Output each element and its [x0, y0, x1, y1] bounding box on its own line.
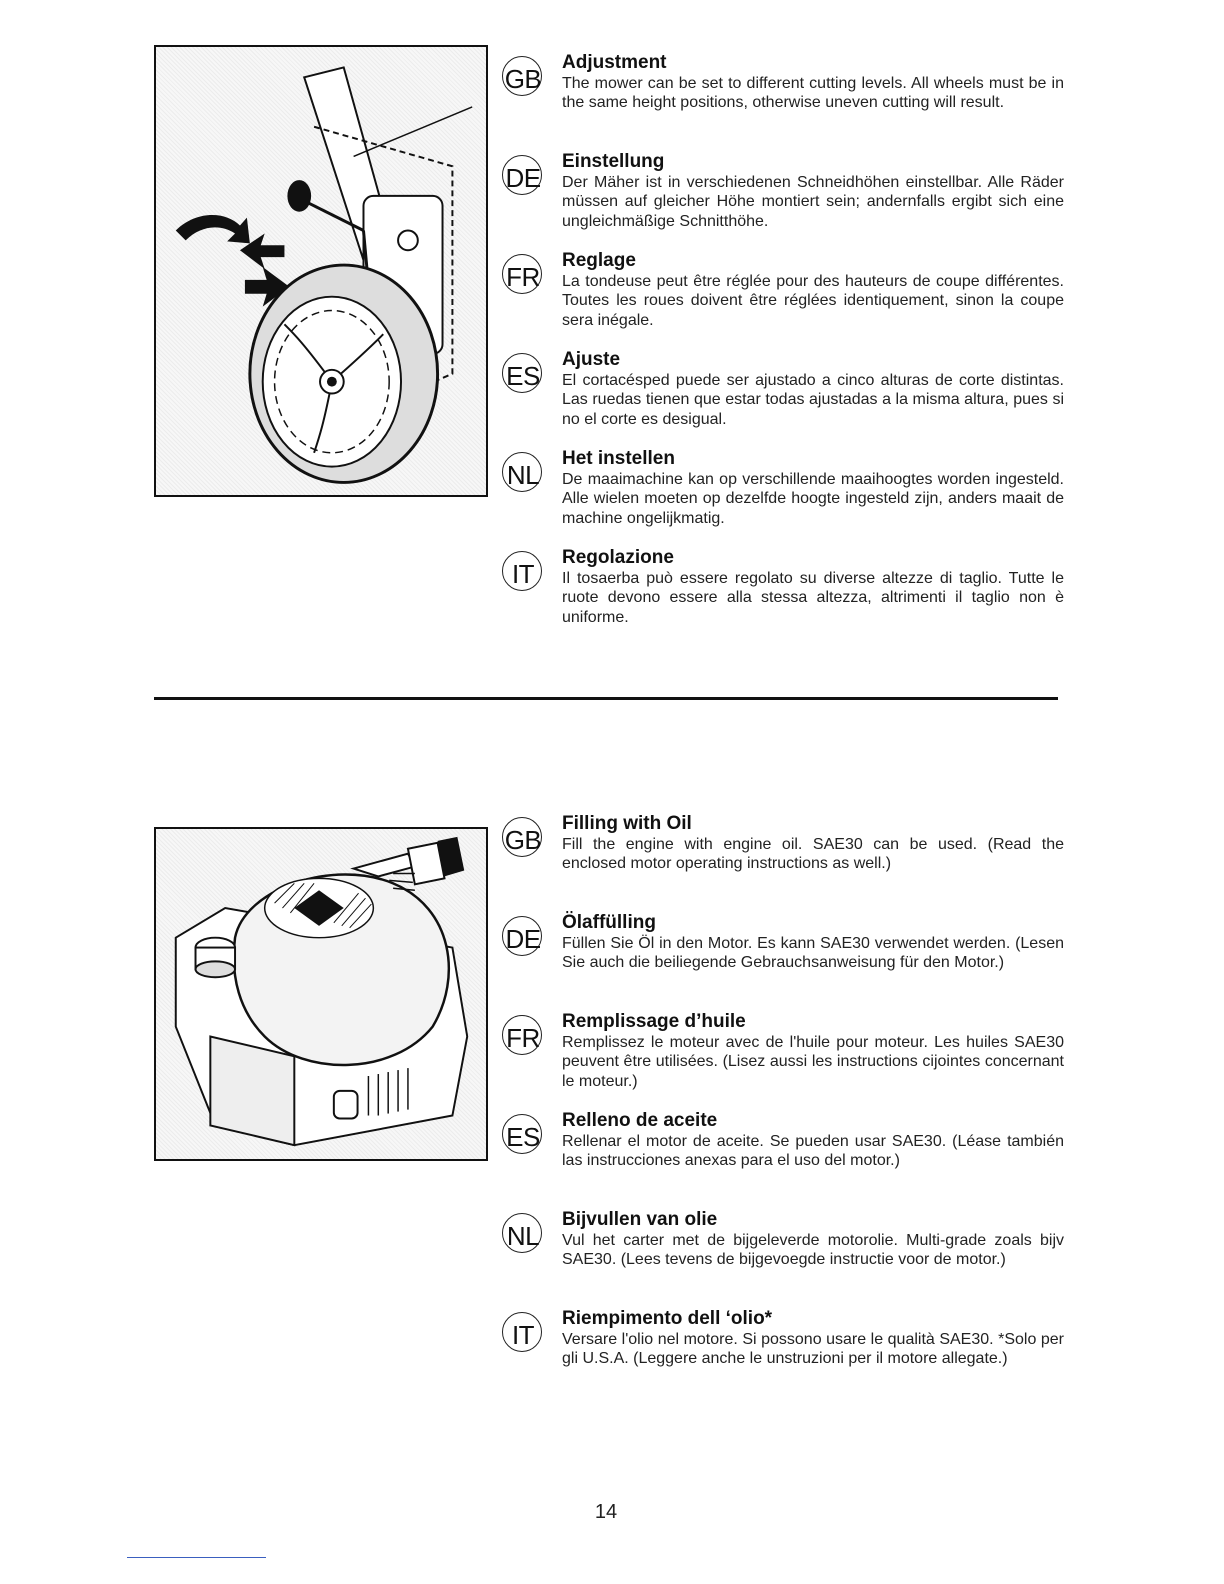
language-badge-de	[502, 916, 542, 956]
engine-drawing	[156, 829, 486, 1159]
section-body: Il tosaerba può essere regolato su diverse altezze di taglio. Tutte le ruote devono essere alla stessa altezza, altrimenti il taglio non è uniforme.	[562, 570, 1064, 626]
lang-block-gb	[498, 813, 1064, 912]
section-body: Vul het carter met de bijgeleverde motorolie. Multi-grade zoals bijv SAE30. (Lees tevens de bijgevoegde instructie voor de motor.)	[562, 1232, 1064, 1269]
lang-block-de	[498, 912, 1064, 1011]
section-heading: Relleno de aceite	[562, 1110, 718, 1131]
language-code: GB	[504, 825, 542, 855]
lang-block-fr	[498, 1011, 1064, 1110]
language-badge-gb	[502, 817, 542, 857]
lang-block-gb	[498, 52, 1064, 151]
wheel-adjustment-illustration	[154, 45, 488, 497]
section-body: Fill the engine with engine oil. SAE30 can be used. (Read the enclosed motor operating instructions as well.)	[562, 836, 1064, 873]
section-heading: Filling with Oil	[562, 813, 692, 834]
language-badge-nl	[502, 452, 542, 492]
lang-block-it	[498, 1308, 1064, 1407]
adjustment-section	[498, 52, 1064, 646]
section-body: Versare l'olio nel motore. Si possono usare le qualità SAE30. *Solo per gli U.S.A. (Leggere anche le unstruzioni per il motore allegate.)	[562, 1331, 1064, 1368]
filling-oil-section	[498, 813, 1064, 1407]
page-number: 14	[594, 1501, 618, 1523]
language-badge-es	[502, 1114, 542, 1154]
lang-block-fr	[498, 250, 1064, 349]
wheel-adjustment-drawing	[156, 47, 486, 495]
section-heading: Remplissage d’huile	[562, 1011, 746, 1032]
section-body: Remplissez le moteur avec de l'huile pour moteur. Les huiles SAE30 peuvent être utilisées. (Lisez aussi les instructions cijointes concernant le moteur.)	[562, 1034, 1064, 1090]
lang-block-it	[498, 547, 1064, 646]
language-badge-nl	[502, 1213, 542, 1253]
engine-oil-illustration	[154, 827, 488, 1161]
section-heading: Einstellung	[562, 151, 665, 172]
section-heading: Bijvullen van olie	[562, 1209, 718, 1230]
section-heading: Regolazione	[562, 547, 674, 568]
language-badge-it	[502, 551, 542, 591]
language-code: ES	[506, 1122, 540, 1152]
section-heading: Ajuste	[562, 349, 621, 370]
language-code: FR	[506, 1023, 540, 1053]
lang-block-es	[498, 349, 1064, 448]
language-badge-es	[502, 353, 542, 393]
section-heading: Ölaffülling	[562, 912, 656, 933]
section-body: Rellenar el motor de aceite. Se pueden usar SAE30. (Léase también las instrucciones anexas para el uso del motor.)	[562, 1133, 1064, 1170]
lang-block-de	[498, 151, 1064, 250]
language-code: ES	[506, 361, 540, 391]
lang-block-nl	[498, 448, 1064, 547]
section-heading: Reglage	[562, 250, 636, 271]
lang-block-nl	[498, 1209, 1064, 1308]
language-badge-de	[502, 155, 542, 195]
lang-block-es	[498, 1110, 1064, 1209]
language-badge-gb	[502, 56, 542, 96]
section-heading: Riempimento dell ‘olio*	[562, 1308, 773, 1329]
section-body: La tondeuse peut être réglée pour des hauteurs de coupe différentes. Toutes les roues doivent être réglées identiquement, sinon la coupe sera inégale.	[562, 273, 1064, 329]
language-badge-it	[502, 1312, 542, 1352]
section-body: The mower can be set to different cutting levels. All wheels must be in the same height positions, otherwise uneven cutting will result.	[562, 75, 1064, 112]
language-code: GB	[504, 64, 542, 94]
section-divider	[154, 697, 1058, 700]
language-code: DE	[505, 924, 541, 954]
section-heading: Het instellen	[562, 448, 675, 469]
language-badge-fr	[502, 254, 542, 294]
language-code: NL	[506, 1221, 540, 1251]
language-badge-fr	[502, 1015, 542, 1055]
section-body: De maaimachine kan op verschillende maaihoogtes worden ingesteld. Alle wielen moeten op dezelfde hoogte ingesteld zijn, anders maait de machine ongelijkmatig.	[562, 471, 1064, 527]
section-body: Der Mäher ist in verschiedenen Schneidhöhen einstellbar. Alle Räder müssen auf gleicher Höhe montiert sein; andernfalls ergibt sich eine ungleichmäßige Schnitthöhe.	[562, 174, 1064, 230]
section-body: Füllen Sie Öl in den Motor. Es kann SAE30 verwendet werden. (Lesen Sie auch die beiliegende Gebrauchsanweisung für den Motor.)	[562, 935, 1064, 972]
language-code: FR	[506, 262, 540, 292]
section-body: El cortacésped puede ser ajustado a cinco alturas de corte distintas. Las ruedas tienen que estar todas ajustadas a la misma altura, pues si no el corte es desigual.	[562, 372, 1064, 428]
language-code: IT	[511, 559, 535, 589]
language-code: NL	[506, 460, 540, 490]
language-code: DE	[505, 163, 541, 193]
language-code: IT	[511, 1320, 535, 1350]
section-heading: Adjustment	[562, 52, 667, 73]
footer-rule	[127, 1557, 266, 1558]
